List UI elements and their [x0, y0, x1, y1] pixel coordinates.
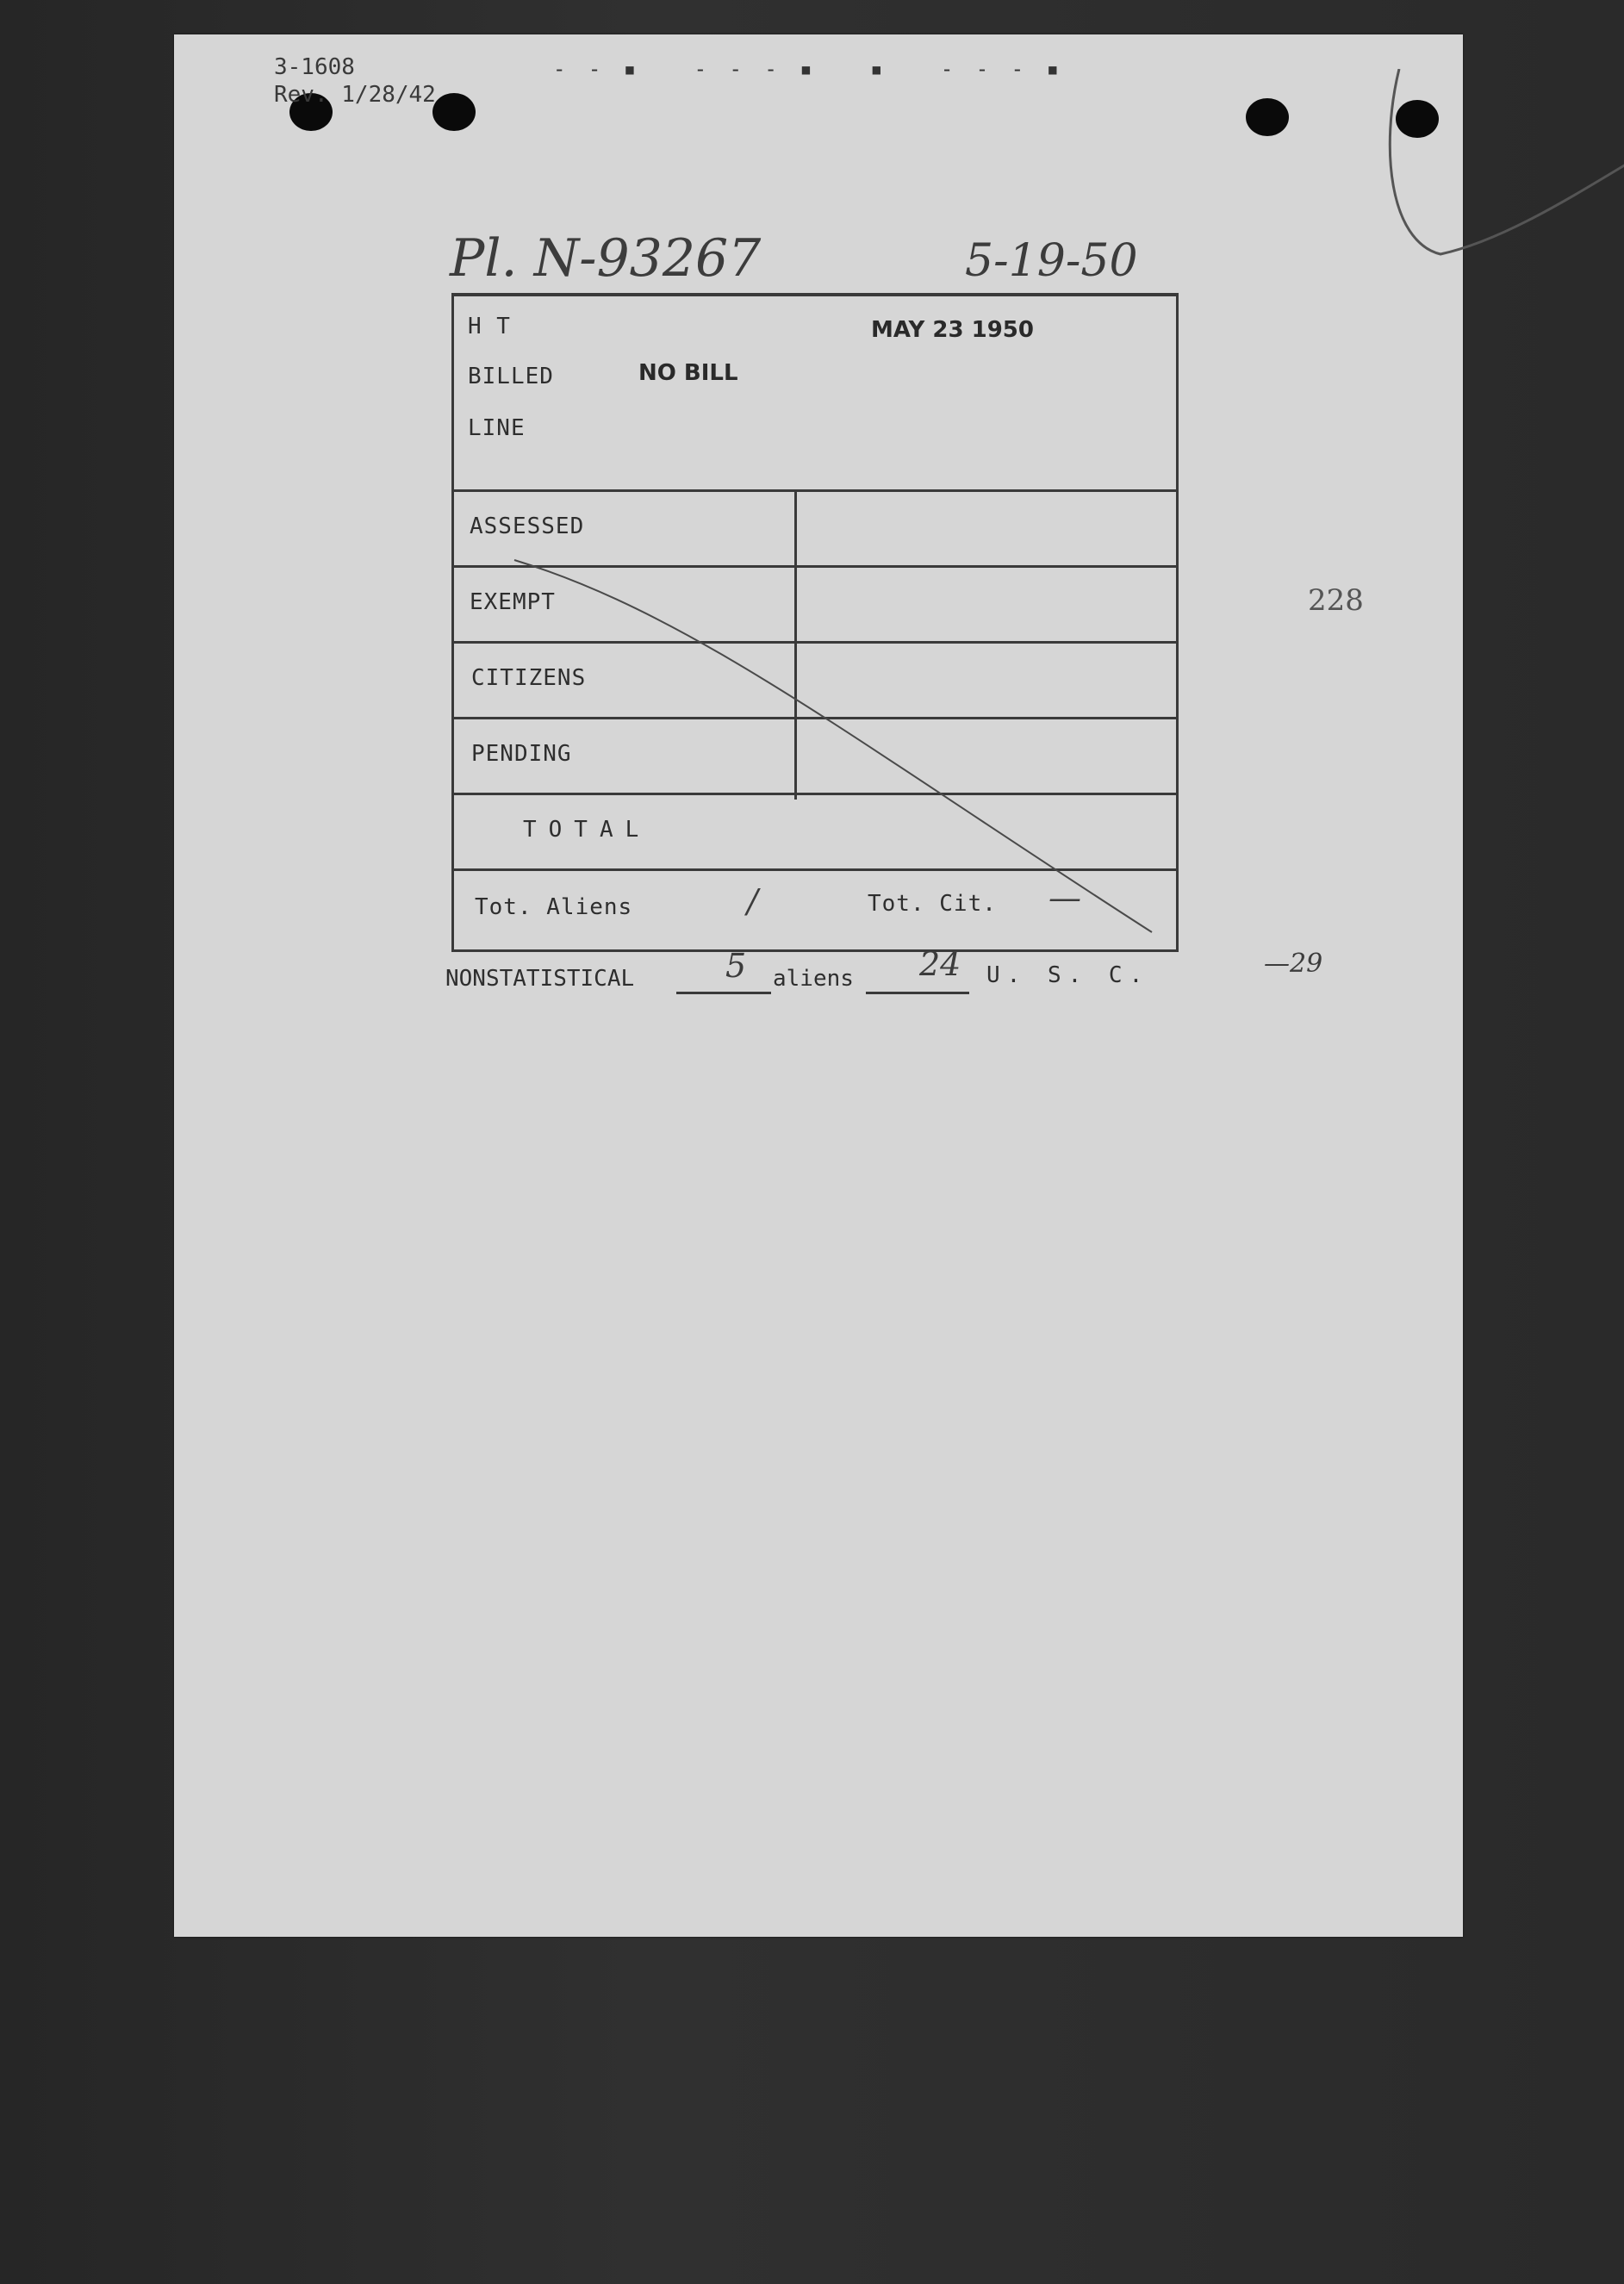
- row-pending-label: PENDING: [471, 741, 572, 767]
- tot-cit-label: Tot. Cit.: [868, 891, 997, 917]
- form-revision: Rev. 1/28/42: [274, 82, 436, 108]
- divider: [454, 868, 1176, 871]
- ht-label: H T: [468, 314, 511, 339]
- handwritten-file-number: Pl. N-93267: [450, 228, 762, 289]
- faint-top-text: - - ▪ - - - ▪ ▪ - - - ▪: [553, 57, 1065, 81]
- pencil-arc-mark: [1380, 69, 1624, 267]
- tally-form-box: [451, 293, 1179, 952]
- document-page: [174, 34, 1463, 1937]
- divider: [454, 565, 1176, 568]
- usc-label: U. S. C.: [986, 962, 1150, 988]
- tot-cit-value: —: [1048, 879, 1081, 917]
- row-citizens-label: CITIZENS: [471, 665, 587, 691]
- divider: [454, 641, 1176, 644]
- form-number: 3-1608: [274, 54, 355, 80]
- total-label: TOTAL: [523, 817, 651, 843]
- page-number: 228: [1308, 583, 1364, 618]
- line-label: LINE: [468, 415, 526, 441]
- nonstatistical-line: [445, 945, 1479, 1011]
- punch-hole: [432, 93, 476, 131]
- row-assessed-label: ASSESSED: [470, 513, 585, 539]
- usc-underline: [866, 992, 969, 994]
- billed-label: BILLED: [468, 364, 554, 389]
- divider: [454, 489, 1176, 492]
- no-bill-stamp: NO BILL: [638, 360, 738, 386]
- usc-count: 24: [919, 945, 961, 983]
- aliens-label: aliens: [773, 966, 854, 992]
- margin-note: —29: [1264, 949, 1323, 979]
- punch-hole: [1246, 98, 1289, 136]
- handwritten-date: 5-19-50: [965, 235, 1138, 287]
- aliens-underline: [676, 992, 771, 994]
- aliens-count: 5: [725, 947, 747, 985]
- form-header: [274, 53, 436, 109]
- tot-aliens-label: Tot. Aliens: [475, 894, 633, 920]
- divider: [454, 793, 1176, 795]
- date-received-stamp: MAY 23 1950: [871, 317, 1034, 343]
- row-exempt-label: EXEMPT: [470, 589, 556, 615]
- tot-aliens-value: /: [747, 882, 758, 920]
- divider: [454, 717, 1176, 719]
- nonstatistical-label: NONSTATISTICAL: [445, 966, 635, 992]
- column-divider: [794, 489, 797, 800]
- diagonal-strike-line: [454, 296, 1176, 949]
